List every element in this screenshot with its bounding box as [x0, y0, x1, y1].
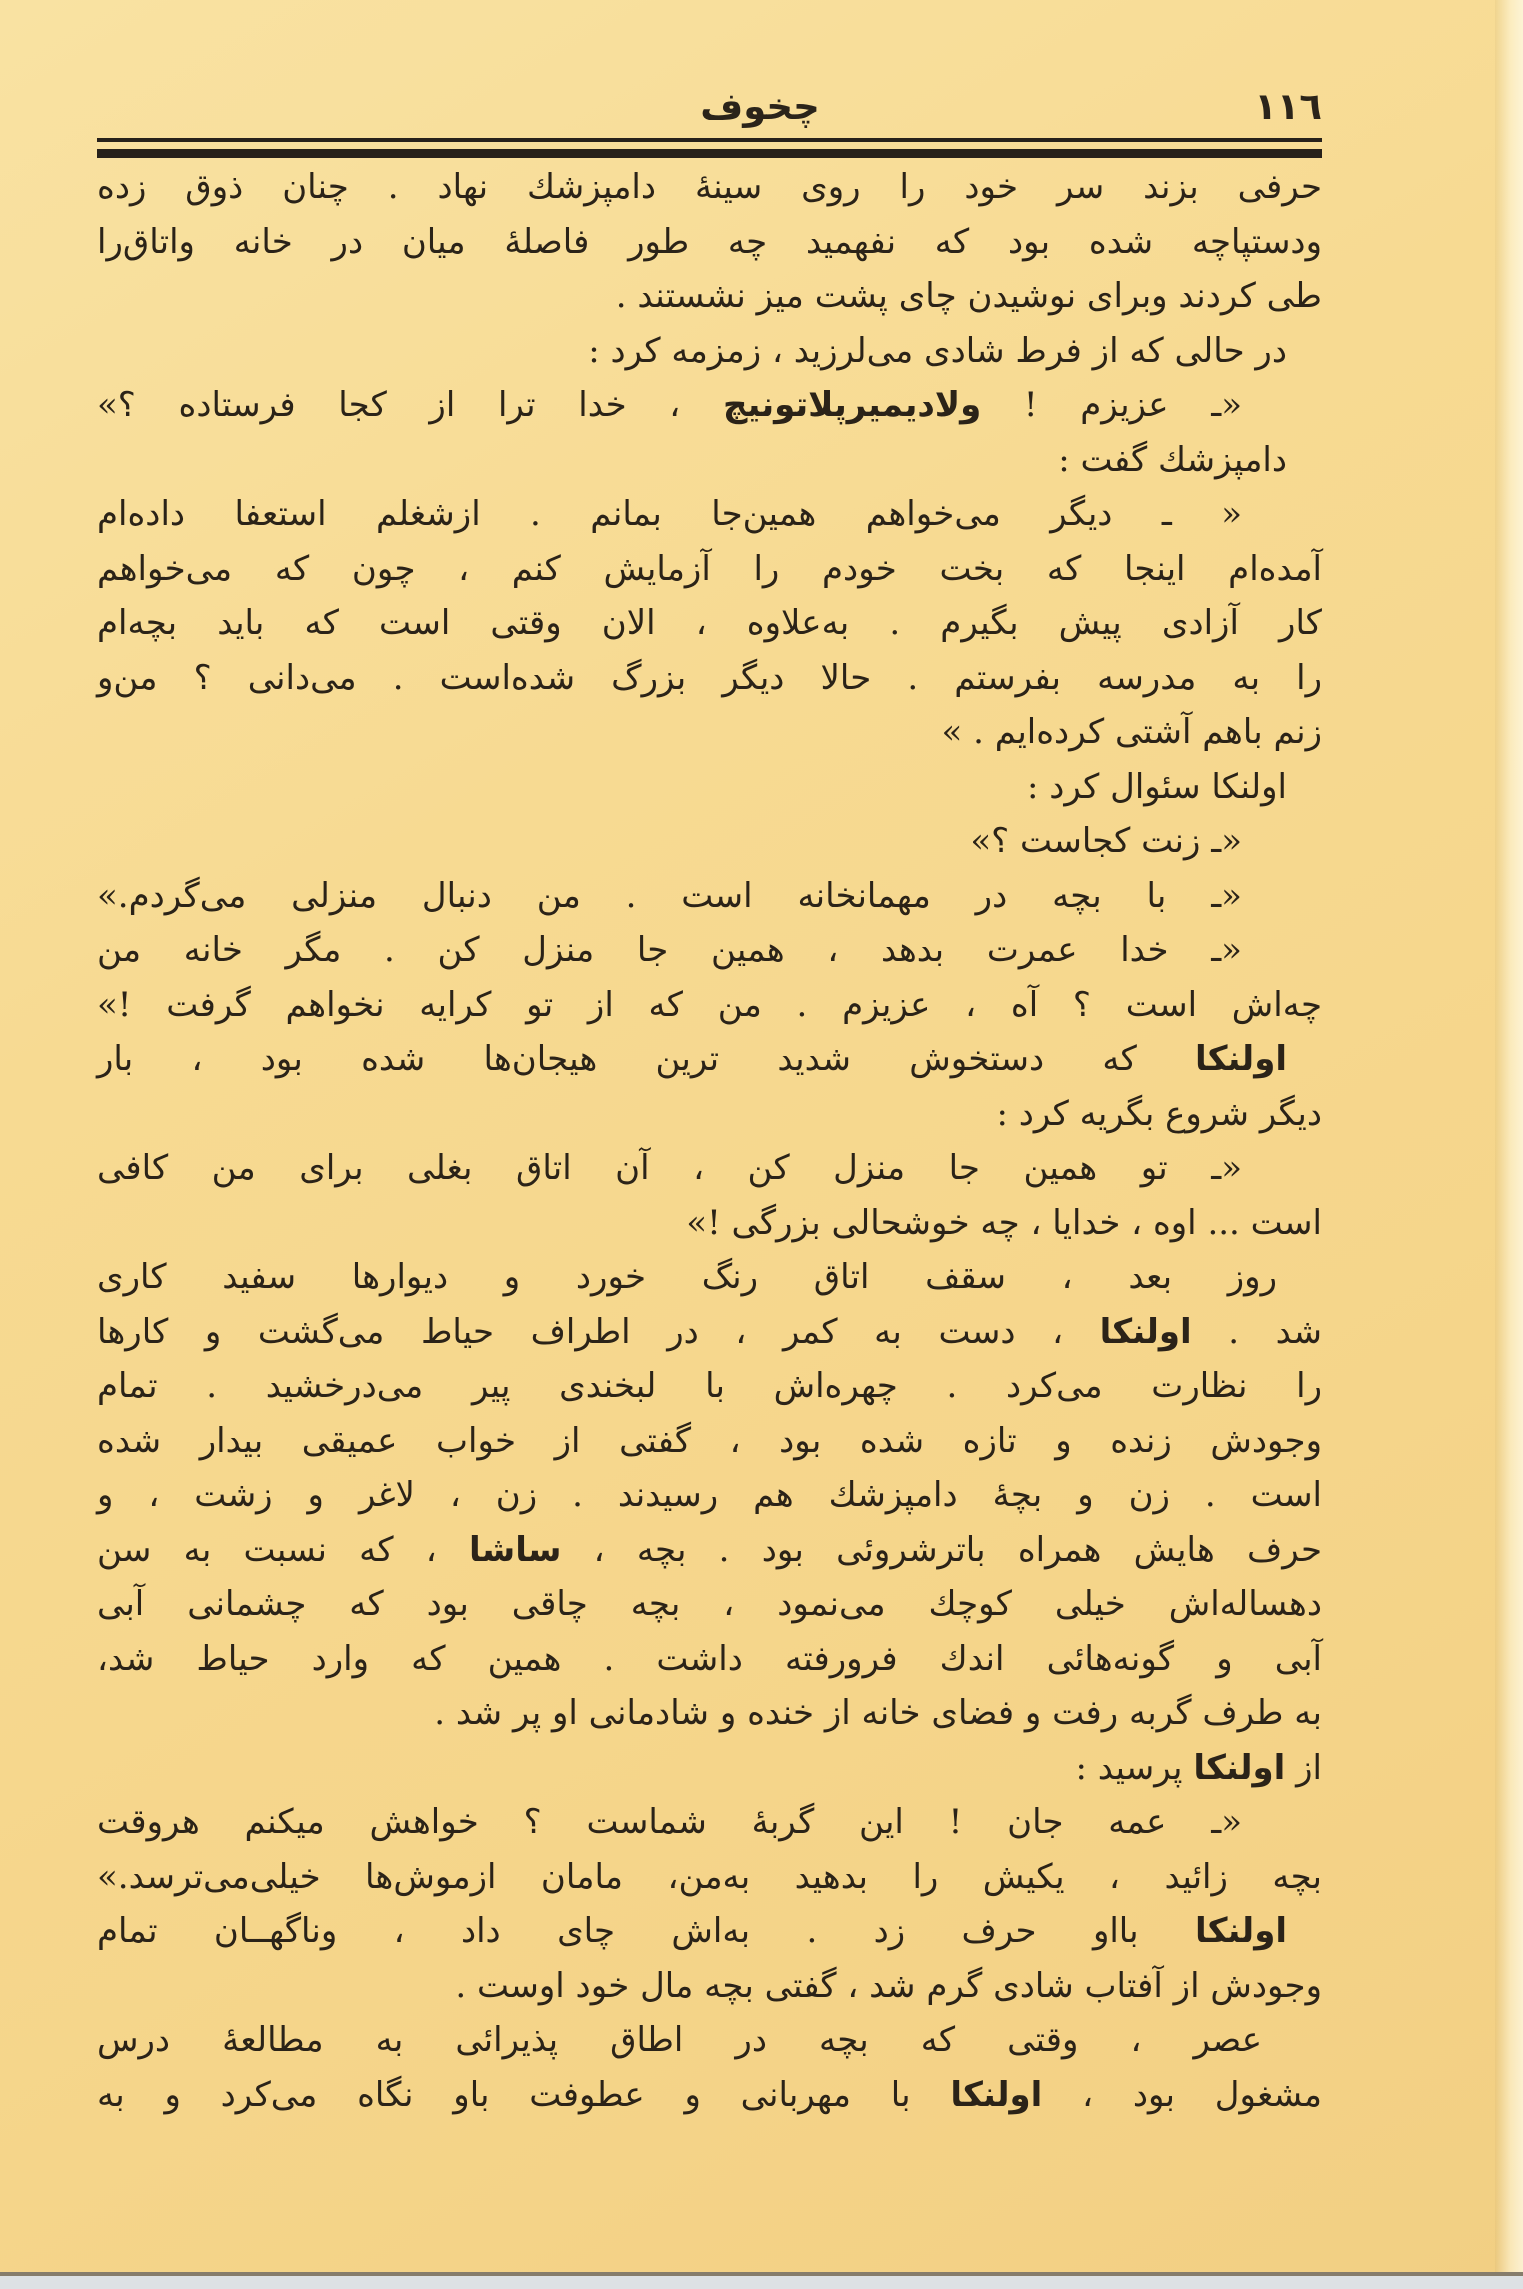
text-line [97, 651, 1322, 706]
text-line [97, 487, 1322, 542]
text-segment: که دستخوش شدید ترین هیجان‌ها شده بود ، بار [97, 1039, 1196, 1079]
text-segment: شد . [1191, 1311, 1322, 1352]
text-line [97, 1196, 1322, 1251]
text-line [97, 1250, 1322, 1305]
text-segment: وجودش از آفتاب شادی گرم شد ، گفتی بچه مال خود اوست . [455, 1965, 1322, 2006]
text-segment: «ـ با بچه در مهمانخانه است . من دنبال منزلی می‌گردم.» [97, 875, 1242, 916]
text-segment: است . زن و بچهٔ دامپزشك هم رسیدند . زن ، لاغر و زشت ، و [97, 1475, 1322, 1515]
text-line [97, 1577, 1322, 1632]
text-line [97, 324, 1322, 379]
text-line [97, 433, 1322, 488]
text-segment: «ـ خدا عمرت بدهد ، همین جا منزل کن . مگر خانه من [97, 930, 1242, 970]
text-line [97, 1686, 1322, 1741]
text-segment: از [1285, 1747, 1322, 1788]
text-segment: کار آزادی پیش بگیرم . به‌علاوه ، الان وقتی است که باید بچه‌ام [97, 603, 1322, 643]
text-line [97, 1468, 1322, 1523]
text-segment: در حالی که از فرط شادی می‌لرزید ، زمزمه کرد : [588, 330, 1287, 371]
text-segment: به طرف گربه رفت و فضای خانه از خنده و شادمانی او پر شد . [434, 1693, 1322, 1733]
text-line [97, 2068, 1322, 2123]
text-segment: ، دست به کمر ، در اطراف حیاط می‌گشت و کارها [97, 1311, 1100, 1352]
scan-bottom-edge [0, 2272, 1523, 2289]
text-segment: را به مدرسه بفرستم . حالا دیگر بزرگ شده‌است . می‌دانی ؟ من‌و [97, 657, 1322, 698]
text-segment: را نظارت می‌کرد . چهره‌اش با لبخندی پیر می‌درخشید . تمام [97, 1366, 1322, 1406]
text-line [97, 2013, 1322, 2068]
text-line [97, 1032, 1322, 1087]
header-double-rule [97, 138, 1322, 158]
character-name: ولادیمیرپلاتونیچ [722, 385, 982, 425]
text-segment: مشغول بود ، [1042, 2074, 1323, 2115]
character-name: اولنکا [1193, 1747, 1286, 1788]
text-segment: بااو حرف زد . به‌اش چای داد ، وناگهــان تمام [97, 1911, 1196, 1951]
character-name: ساشا [469, 1529, 562, 1570]
character-name: اولنکا [1195, 1911, 1287, 1951]
text-segment: طی کردند وبرای نوشیدن چای پشت میز نشستند . [615, 276, 1322, 316]
text-segment: ، که نسبت به سن [97, 1529, 469, 1570]
text-segment: پرسید : [1075, 1747, 1194, 1788]
text-segment: با مهربانی و عطوفت باو نگاه می‌کرد و به [97, 2074, 951, 2115]
text-line [97, 1904, 1322, 1959]
text-segment: زنم باهم آشتی کرده‌ایم . » [941, 712, 1322, 752]
text-line [97, 705, 1322, 760]
text-line [97, 1850, 1322, 1905]
text-segment: حرف هایش همراه باترشروئی بود . بچه ، [561, 1529, 1322, 1570]
text-line [97, 1795, 1322, 1850]
text-line [97, 760, 1322, 815]
text-line [97, 542, 1322, 597]
text-segment: حرفی بزند سر خود را روی سینهٔ دامپزشك نهاد . چنان ذوق زده [97, 167, 1322, 207]
text-line [97, 1959, 1322, 2014]
text-segment: دامپزشك گفت : [1058, 439, 1287, 480]
text-segment: «ـ تو همین جا منزل کن ، آن اتاق بغلی برای من کافی [97, 1148, 1242, 1188]
text-line [97, 1087, 1322, 1142]
text-segment: ، خدا ترا از کجا فرستاده ؟» [97, 385, 723, 425]
text-segment: «ـ عمه جان ! این گربهٔ شماست ؟ خواهش میکنم هروقت [97, 1802, 1242, 1842]
page-body-text [97, 160, 1322, 2122]
text-line [97, 596, 1322, 651]
text-segment: « ـ دیگر می‌خواهم همین‌جا بمانم . ازشغلم استعفا داده‌ام [97, 494, 1242, 534]
text-segment: عصر ، وقتی که بچه در اطاق پذیرائی به مطالعهٔ درس [97, 2020, 1262, 2060]
text-line [97, 378, 1322, 433]
text-line [97, 269, 1322, 324]
text-line [97, 1305, 1322, 1360]
character-name: اولنکا [950, 2074, 1043, 2115]
text-line [97, 1523, 1322, 1578]
text-line [97, 869, 1322, 924]
text-segment: روز بعد ، سقف اتاق رنگ خورد و دیوارها سفید کاری [97, 1257, 1277, 1297]
text-segment: آمده‌ام اینجا که بخت خودم را آزمایش کنم ، چون که می‌خواهم [97, 548, 1322, 589]
text-line [97, 814, 1322, 869]
text-segment: اولنکا سئوال کرد : [1026, 766, 1287, 807]
text-line [97, 1359, 1322, 1414]
text-segment: است ... اوه ، خدایا ، چه خوشحالی بزرگی !» [686, 1202, 1322, 1243]
page-number: ١١٦ [1254, 84, 1322, 128]
page-right-edge [1495, 0, 1523, 2276]
text-segment: ودستپاچه شده بود که نفهمید چه طور فاصلهٔ میان در خانه واتاق‌را [97, 221, 1322, 262]
text-line [97, 1741, 1322, 1796]
text-line [97, 1632, 1322, 1687]
text-line [97, 215, 1322, 270]
text-segment: دهساله‌اش خیلی کوچك می‌نمود ، بچه چاقی بود که چشمانی آبی [97, 1584, 1322, 1624]
text-line [97, 978, 1322, 1033]
page-header-title: چخوف [700, 84, 820, 128]
text-segment: «ـ زنت کجاست ؟» [970, 821, 1242, 861]
text-line [97, 923, 1322, 978]
character-name: اولنکا [1195, 1039, 1287, 1079]
text-line [97, 1414, 1322, 1469]
text-line [97, 1141, 1322, 1196]
text-segment: چه‌اش است ؟ آه ، عزیزم . من که از تو کرایه نخواهم گرفت !» [97, 984, 1322, 1025]
text-segment: «ـ عزیزم ! [981, 385, 1243, 425]
text-segment: بچه زائید ، یکیش را بدهید به‌من، مامان ازموش‌ها خیلی‌می‌ترسد.» [97, 1856, 1322, 1897]
text-segment: آبی و گونه‌هائی اندك فرورفته داشت . همین که وارد حیاط شد، [97, 1638, 1322, 1679]
text-segment: دیگر شروع بگریه کرد : [996, 1093, 1322, 1134]
text-segment: وجودش زنده و تازه شده بود ، گفتی از خواب عمیقی بیدار شده [97, 1420, 1322, 1461]
text-line [97, 160, 1322, 215]
character-name: اولنکا [1099, 1311, 1192, 1352]
